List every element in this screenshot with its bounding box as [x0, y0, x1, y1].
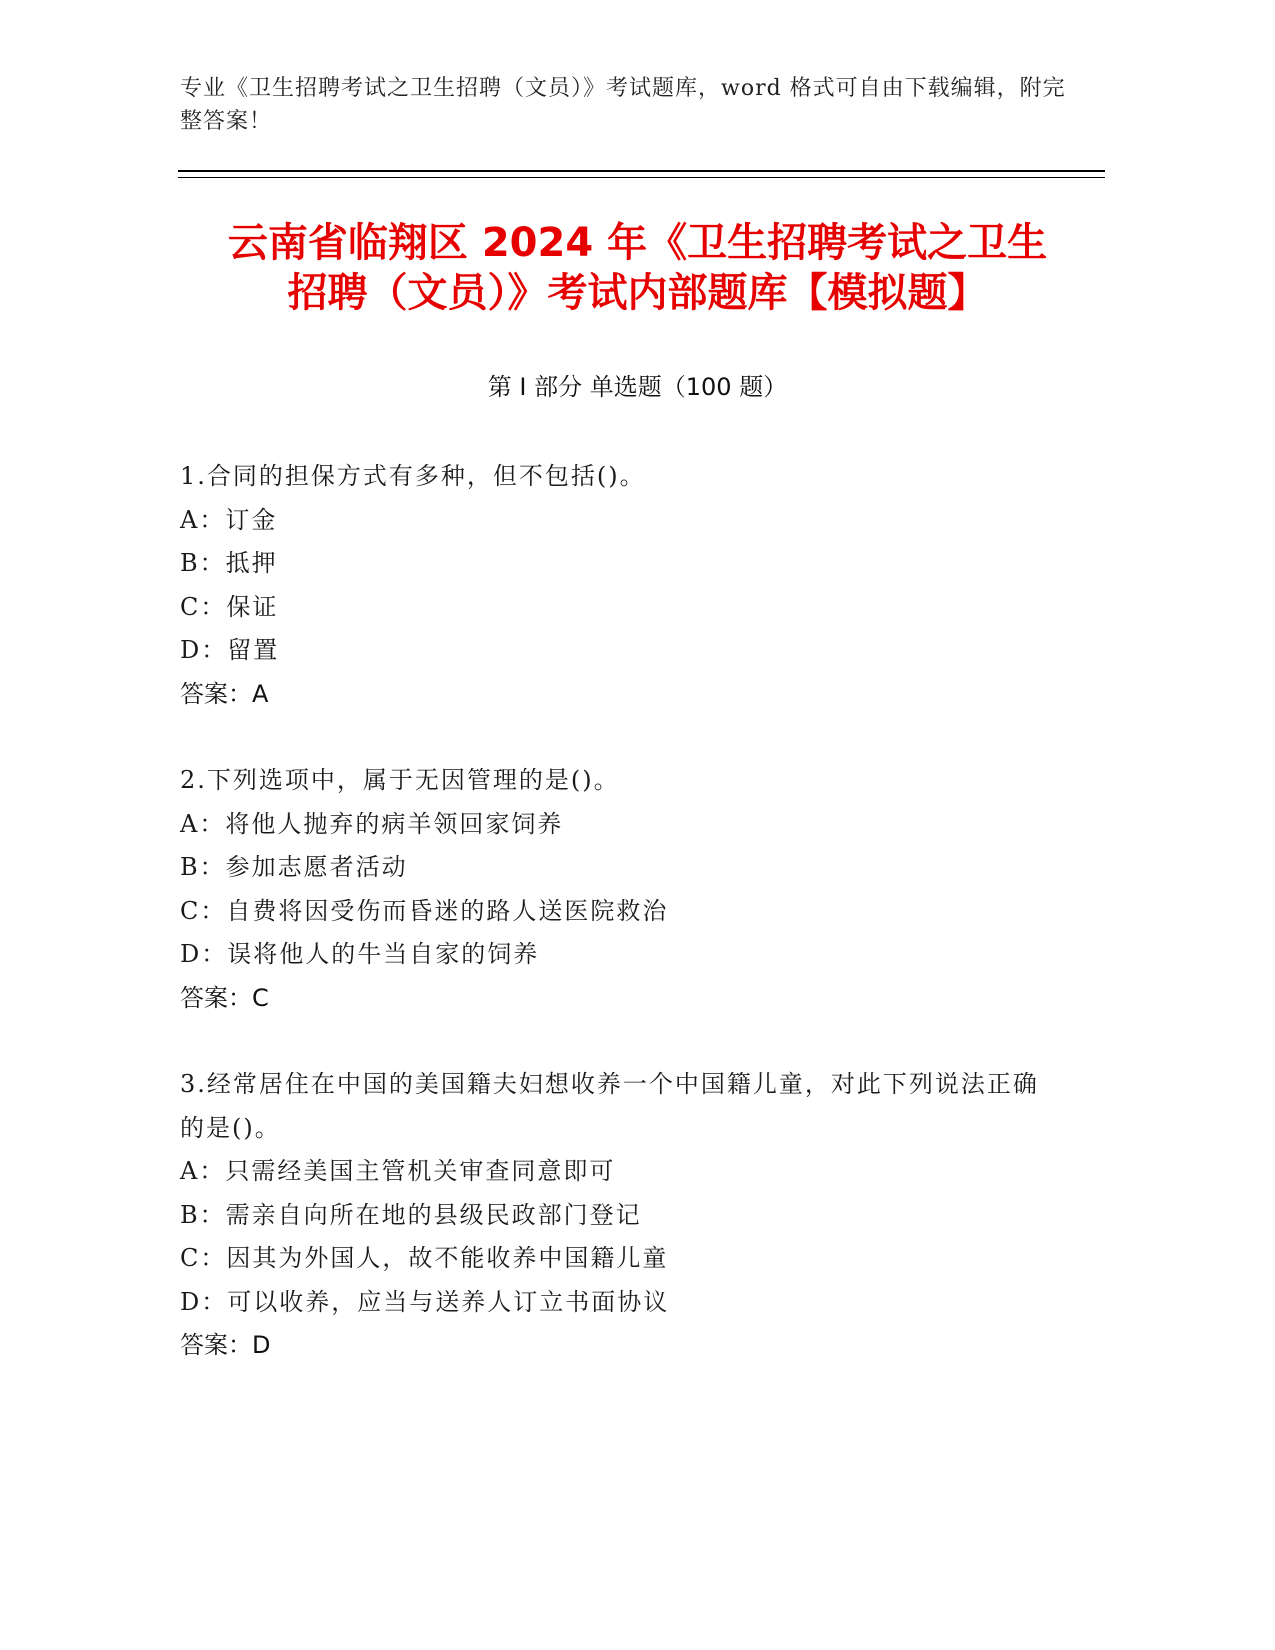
- question-3: [180, 1063, 1060, 1368]
- option-c: C：保证: [180, 592, 279, 621]
- option-d: D：可以收养，应当与送养人订立书面协议: [180, 1287, 670, 1316]
- question-stem: 3.经常居住在中国的美国籍夫妇想收养一个中国籍儿童，对此下列说法正确的是()。: [180, 1070, 1039, 1142]
- option-b: B：抵押: [180, 549, 278, 577]
- question-stem: 1.合同的担保方式有多种，但不包括()。: [180, 462, 646, 490]
- option-d: D：误将他人的牛当自家的饲养: [180, 940, 540, 968]
- option-d: D：留置: [180, 636, 280, 664]
- option-b: B：参加志愿者活动: [180, 853, 408, 881]
- header-note: 专业《卫生招聘考试之卫生招聘（文员）》考试题库，word 格式可自由下载编辑，附完整答案！: [180, 76, 1066, 134]
- question-spacer: [180, 1020, 1060, 1063]
- question-spacer: [180, 716, 1060, 759]
- header-rule-thick: [178, 170, 1105, 172]
- document-title: [150, 218, 1125, 318]
- option-c: C：自费将因受伤而昏迷的路人送医院救治: [180, 896, 669, 925]
- option-b: B：需亲自向所在地的县级民政部门登记: [180, 1200, 642, 1229]
- option-a: A：将他人抛弃的病羊领回家饲养: [180, 809, 564, 838]
- question-answer: 答案：C: [180, 983, 269, 1012]
- header-rule-thin: [178, 177, 1105, 178]
- document-title-line-2: 招聘（文员）》考试内部题库【模拟题】: [287, 270, 988, 316]
- question-stem: 2.下列选项中，属于无因管理的是()。: [180, 766, 620, 794]
- question-2: [180, 759, 1060, 1020]
- option-a: A：订金: [180, 505, 278, 534]
- option-c: C：因其为外国人，故不能收养中国籍儿童: [180, 1244, 669, 1272]
- question-1: [180, 455, 1060, 716]
- section-title: 第 I 部分 单选题（100 题）: [487, 373, 788, 401]
- question-answer: 答案：D: [180, 1331, 271, 1359]
- question-list: [180, 455, 1060, 1368]
- question-answer: 答案：A: [180, 679, 269, 708]
- document-title-line-1: 云南省临翔区 2024 年《卫生招聘考试之卫生: [227, 220, 1048, 266]
- option-a: A：只需经美国主管机关审查同意即可: [180, 1157, 616, 1185]
